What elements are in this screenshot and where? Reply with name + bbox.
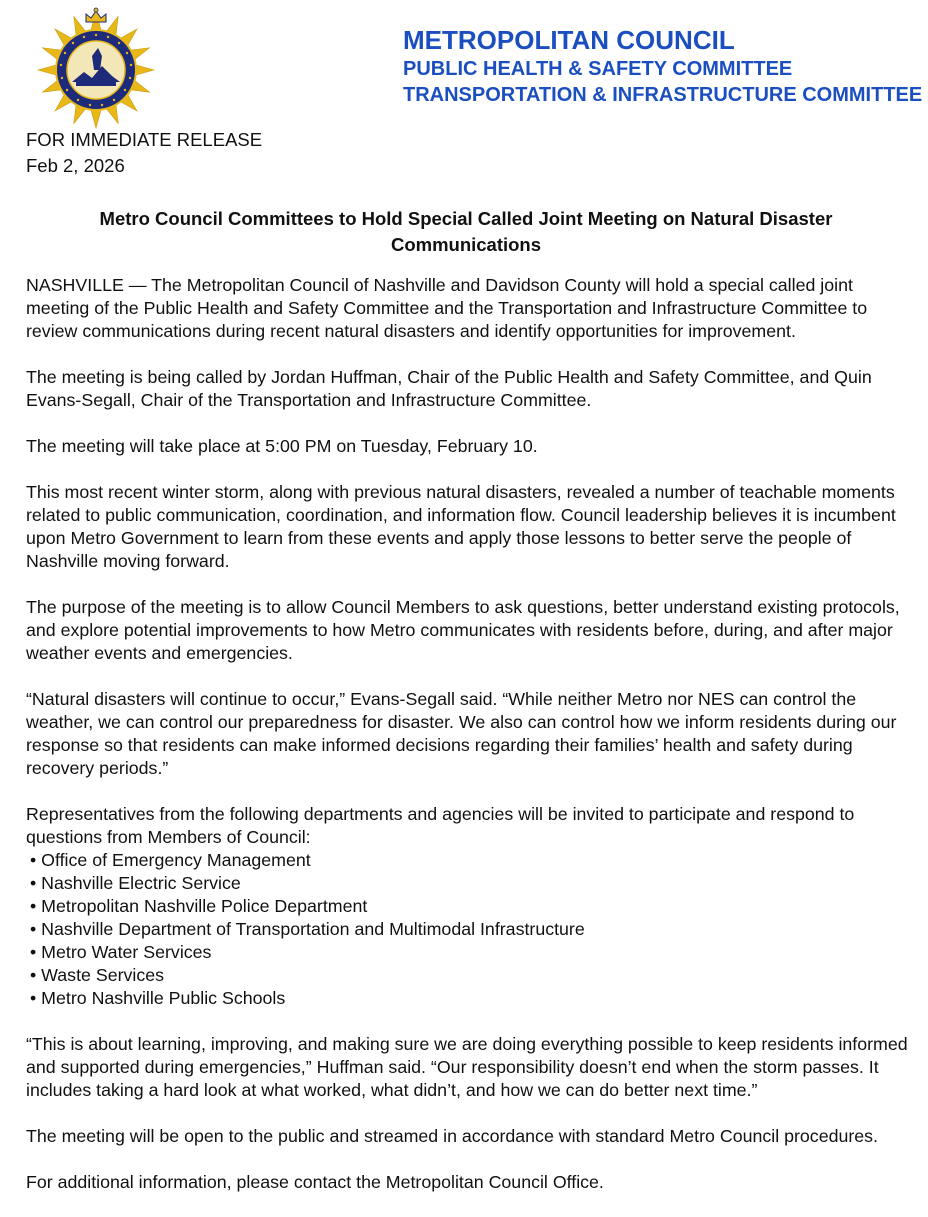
paragraph: The meeting will take place at 5:00 PM on Tuesday, February 10. bbox=[26, 436, 538, 456]
paragraph: The meeting is being called by Jordan Huffman, Chair of the Public Health and Safety Committee, and Quin Evans-Segall, Chair of the Transportation and Infrastructure Committee. bbox=[26, 367, 872, 410]
press-headline: Metro Council Committees to Hold Special Called Joint Meeting on Natural Disaster Communications bbox=[99, 208, 833, 255]
paragraph: “This is about learning, improving, and making sure we are doing everything possible to keep residents informed and supported during emergencies,” Huffman said. “Our responsibility doesn’t end when the storm passes. It includes taking a hard look at what worked, what didn’t, and how we can do better next time.” bbox=[26, 1034, 908, 1100]
paragraph: The meeting will be open to the public and streamed in accordance with standard Metro Council procedures. bbox=[26, 1126, 878, 1146]
committee-name-2: TRANSPORTATION & INFRASTRUCTURE COMMITTEE bbox=[403, 84, 923, 106]
list-item: • Metropolitan Nashville Police Department bbox=[26, 895, 916, 918]
metro-seal-icon bbox=[34, 6, 158, 130]
list-item: • Waste Services bbox=[26, 964, 916, 987]
release-date: Feb 2, 2026 bbox=[26, 155, 125, 176]
paragraph: This most recent winter storm, along with previous natural disasters, revealed a number of teachable moments related to public communication, coordination, and information flow. Council leadership believes it is incumbent upon Metro Government to learn from these events and apply those lessons to better serve the people of Nashville moving forward. bbox=[26, 482, 896, 571]
paragraph: The purpose of the meeting is to allow Council Members to ask questions, better understand existing protocols, and explore potential improvements to how Metro communicates with residents before, during, and after major weather events and emergencies. bbox=[26, 597, 900, 663]
paragraph: “Natural disasters will continue to occur,” Evans-Segall said. “While neither Metro nor NES can control the weather, we can control our preparedness for disaster. We also can control how we inform residents during our response so that residents can make informed decisions regarding their families’ health and safety during recovery periods.” bbox=[26, 689, 897, 778]
committee-name-1: PUBLIC HEALTH & SAFETY COMMITTEE bbox=[403, 58, 793, 80]
list-item: • Nashville Electric Service bbox=[26, 872, 916, 895]
release-info bbox=[26, 127, 262, 179]
list-item: • Metro Nashville Public Schools bbox=[26, 987, 916, 1010]
contact-line: For additional information, please contact the Metropolitan Council Office. bbox=[26, 1172, 604, 1192]
agency-list bbox=[26, 849, 916, 1010]
press-body bbox=[26, 274, 916, 1217]
list-item: • Nashville Department of Transportation and Multimodal Infrastructure bbox=[26, 918, 916, 941]
letterhead bbox=[403, 24, 922, 108]
list-item: • Metro Water Services bbox=[26, 941, 916, 964]
release-label: FOR IMMEDIATE RELEASE bbox=[26, 129, 263, 150]
list-item: • Office of Emergency Management bbox=[26, 849, 916, 872]
org-title: METROPOLITAN COUNCIL bbox=[403, 25, 735, 55]
paragraph: Representatives from the following departments and agencies will be invited to participate and respond to questions from Members of Council: bbox=[26, 804, 855, 847]
paragraph: NASHVILLE — The Metropolitan Council of Nashville and Davidson County will hold a special called joint meeting of the Public Health and Safety Committee and the Transportation and Infrastructure Committee to review communications during recent natural disasters and identify opportunities for improvement. bbox=[26, 275, 868, 341]
